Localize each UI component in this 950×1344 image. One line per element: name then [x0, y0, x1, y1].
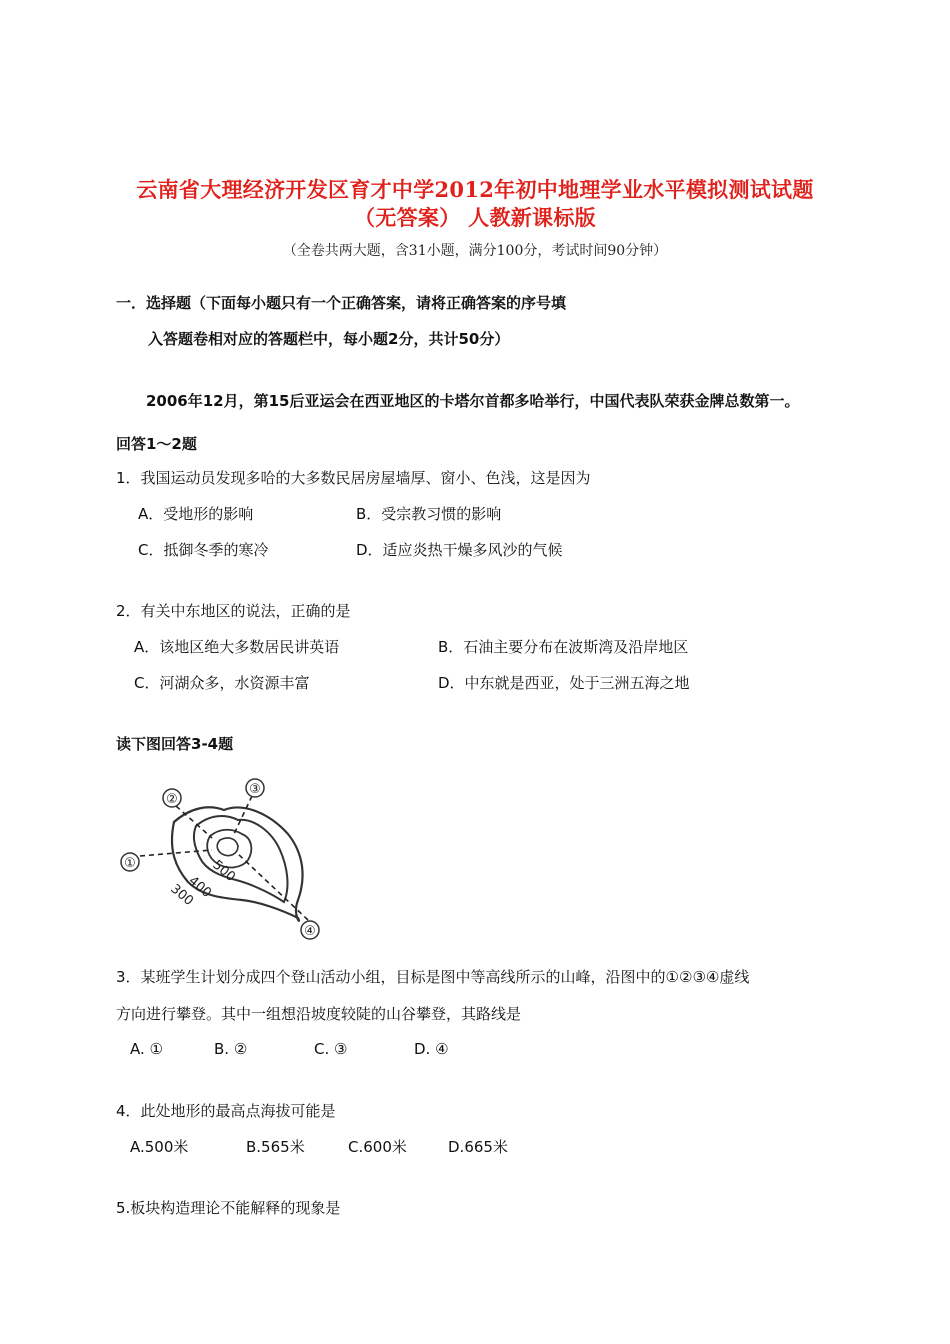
- route-marker-3: [246, 779, 264, 797]
- svg-text:①: ①: [124, 856, 136, 871]
- contour-line-500: [207, 830, 251, 868]
- question-4-option-a: A.500米: [130, 1138, 189, 1156]
- instruction-q3-4: 读下图回答3-4题: [116, 735, 234, 753]
- question-1-option-d: D．适应炎热干燥多风沙的气候: [356, 541, 563, 559]
- question-3-stem-line-2: 方向进行攀登。其中一组想沿坡度较陡的山谷攀登，其路线是: [116, 1005, 522, 1023]
- question-2-option-d: D．中东就是西亚，处于三洲五海之地: [438, 674, 690, 692]
- exam-info: （全卷共两大题，含31小题，满分100分，考试时间90分钟）: [282, 243, 668, 259]
- section-heading-line-1: 一．选择题（下面每小题只有一个正确答案，请将正确答案的序号填: [116, 294, 567, 312]
- route-line-4: [236, 852, 308, 920]
- question-1-option-b: B．受宗教习惯的影响: [356, 505, 502, 523]
- contour-line-300: [172, 807, 303, 921]
- route-line-3: [234, 796, 252, 834]
- route-marker-2: [163, 789, 181, 807]
- question-3-option-a: A. ①: [130, 1040, 163, 1058]
- question-1-option-c: C．抵御冬季的寒冷: [138, 541, 269, 559]
- document-title-line-2: （无答案） 人教新课标版: [354, 205, 596, 230]
- svg-text:③: ③: [249, 782, 261, 797]
- question-2-option-b: B．石油主要分布在波斯湾及沿岸地区: [438, 638, 689, 656]
- contour-map-figure: [112, 770, 332, 950]
- question-1-option-a: A．受地形的影响: [138, 505, 254, 523]
- question-4-option-c: C.600米: [348, 1138, 407, 1156]
- route-marker-4: [301, 921, 319, 939]
- question-3-option-d: D. ④: [414, 1040, 449, 1058]
- question-3-stem-line-1: 3．某班学生计划分成四个登山活动小组，目标是图中等高线所示的山峰，沿图中的①②③④虚线: [116, 968, 750, 986]
- route-marker-1: [121, 853, 139, 871]
- svg-text:②: ②: [166, 792, 178, 807]
- section-heading-line-2: 入答题卷相对应的答题栏中，每小题2分，共计50分）: [148, 330, 510, 348]
- contour-label-500: 500: [209, 857, 239, 886]
- route-line-1: [140, 850, 212, 856]
- contour-label-400: 400: [185, 873, 215, 902]
- question-3-option-c: C. ③: [314, 1040, 348, 1058]
- question-2-option-c: C．河湖众多，水资源丰富: [134, 674, 310, 692]
- question-1-stem: 1．我国运动员发现多哈的大多数民居房屋墙厚、窗小、色浅，这是因为: [116, 469, 591, 487]
- summit-contour: [217, 838, 238, 856]
- instruction-q1-2: 回答1～2题: [116, 435, 197, 453]
- question-4-option-b: B.565米: [246, 1138, 305, 1156]
- context-passage: 2006年12月，第15后亚运会在西亚地区的卡塔尔首都多哈举行，中国代表队荣获金牌总数第一。: [146, 392, 800, 410]
- question-4-option-d: D.665米: [448, 1138, 508, 1156]
- svg-text:④: ④: [304, 924, 316, 939]
- question-5-stem: 5.板块构造理论不能解释的现象是: [116, 1199, 341, 1217]
- question-4-stem: 4．此处地形的最高点海拔可能是: [116, 1102, 336, 1120]
- question-3-option-b: B. ②: [214, 1040, 248, 1058]
- contour-label-300: 300: [167, 881, 197, 910]
- question-2-stem: 2．有关中东地区的说法，正确的是: [116, 602, 351, 620]
- question-2-option-a: A．该地区绝大多数居民讲英语: [134, 638, 340, 656]
- document-title-line-1: 云南省大理经济开发区育才中学2012年初中地理学业水平模拟测试试题: [136, 177, 814, 202]
